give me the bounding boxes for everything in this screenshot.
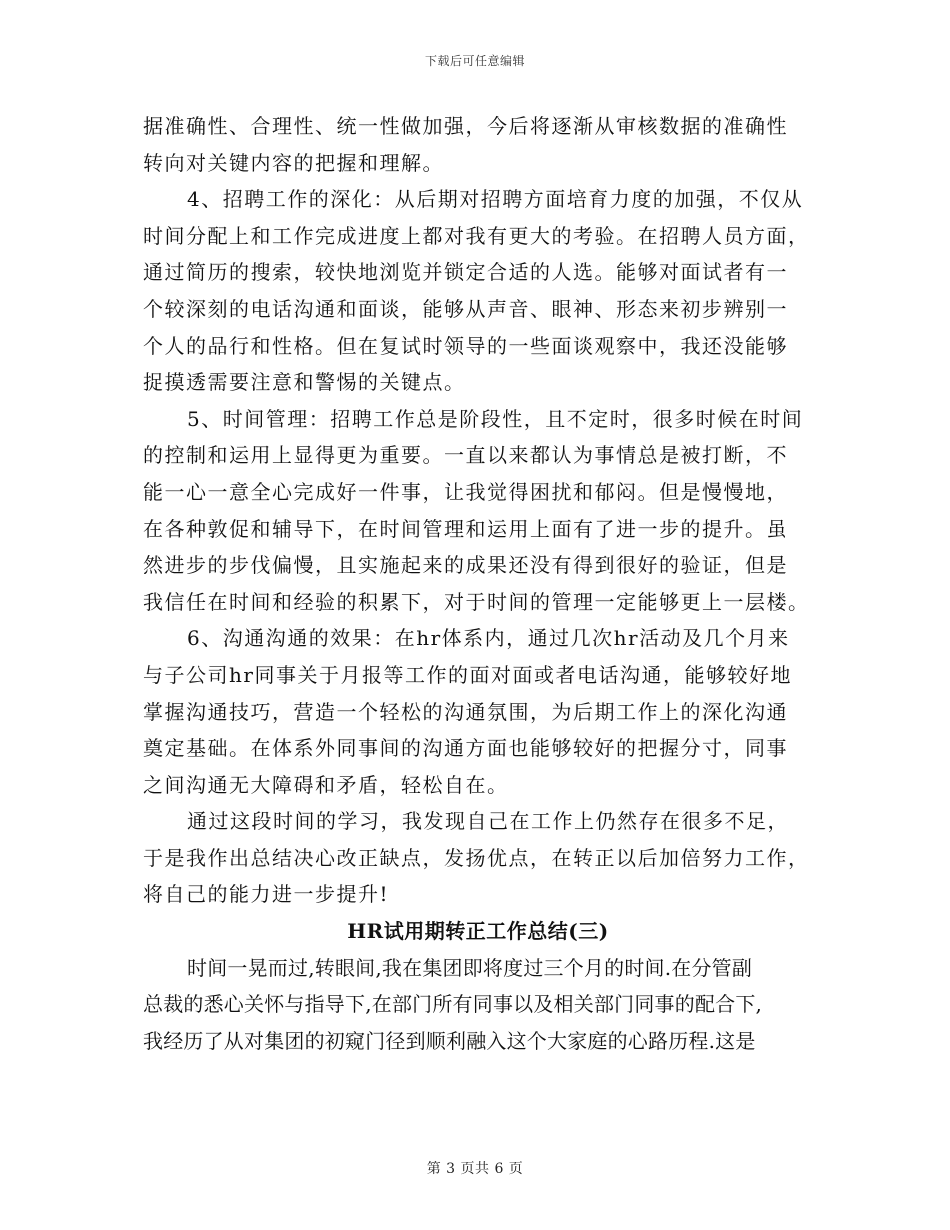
paragraph-line: 据准确性、合理性、统一性做加强，今后将逐渐从审核数据的准确性 (143, 114, 788, 138)
paragraph-line: 的控制和运用上显得更为重要。一直以来都认为事情总是被打断，不 (143, 443, 788, 468)
paragraph-line: 在各种敦促和辅导下，在时间管理和运用上面有了进一步的提升。虽 (143, 516, 788, 541)
paragraph-line: 5、时间管理：招聘工作总是阶段性，且不定时，很多时候在时间 (187, 406, 804, 431)
paragraph-line: 时间分配上和工作完成进度上都对我有更大的考验。在招聘人员方面， (143, 223, 810, 248)
paragraph-line: 我信任在时间和经验的积累下，对于时间的管理一定能够更上一层楼。 (143, 589, 810, 614)
paragraph-line: 将自己的能力进一步提升! (143, 882, 390, 907)
page-footer: 第 3 页共 6 页 (426, 1161, 524, 1177)
paragraph-line: 4、招聘工作的深化：从后期对招聘方面培育力度的加强，不仅从 (187, 187, 804, 212)
paragraph-line: 能一心一意全心完成好一件事，让我觉得困扰和郁闷。但是慢慢地， (143, 479, 788, 504)
paragraph-line: 通过这段时间的学习，我发现自己在工作上仍然存在很多不足， (187, 809, 789, 834)
paragraph-line: 然进步的步伐偏慢，且实施起来的成果还没有得到很好的验证，但是 (143, 553, 788, 578)
paragraph-line: 于是我作出总结决心改正缺点，发扬优点，在转正以后加倍努力工作， (143, 845, 810, 870)
paragraph-line: 转向对关键内容的把握和理解。 (143, 150, 444, 175)
paragraph-line: 通过简历的搜索，较快地浏览并锁定合适的人选。能够对面试者有一 (143, 260, 788, 285)
paragraph-line: 个较深刻的电话沟通和面谈，能够从声音、眼神、形态来初步辨别一 (143, 296, 788, 321)
paragraph-line: 6、沟通沟通的效果：在hr体系内，通过几次hr活动及几个月来 (187, 626, 790, 651)
paragraph-line: 时间一晃而过,转眼间,我在集团即将度过三个月的时间.在分管副 (187, 955, 753, 980)
paragraph-line: 个人的品行和性格。但在复试时领导的一些面谈观察中，我还没能够 (143, 333, 788, 358)
paragraph-line: 掌握沟通技巧，营造一个轻松的沟通氛围，为后期工作上的深化沟通 (143, 699, 788, 724)
paragraph-line: 捉摸透需要注意和警惕的关键点。 (143, 370, 466, 395)
paragraph-line: 奠定基础。在体系外同事间的沟通方面也能够较好的把握分寸，同事 (143, 736, 788, 761)
paragraph-line: 总裁的悉心关怀与指导下,在部门所有同事以及相关部门同事的配合下, (143, 992, 763, 1017)
page-header: 下载后可任意编辑 (424, 54, 525, 68)
paragraph-line: 之间沟通无大障碍和矛盾，轻松自在。 (143, 772, 509, 797)
paragraph-line: 我经历了从对集团的初窥门径到顺利融入这个大家庭的心路历程.这是 (143, 1028, 756, 1053)
paragraph-line: 与子公司hr同事关于月报等工作的面对面或者电话沟通，能够较好地 (143, 662, 792, 687)
document-body (143, 108, 813, 1059)
section-heading: HR试用期转正工作总结(三) (347, 919, 609, 944)
